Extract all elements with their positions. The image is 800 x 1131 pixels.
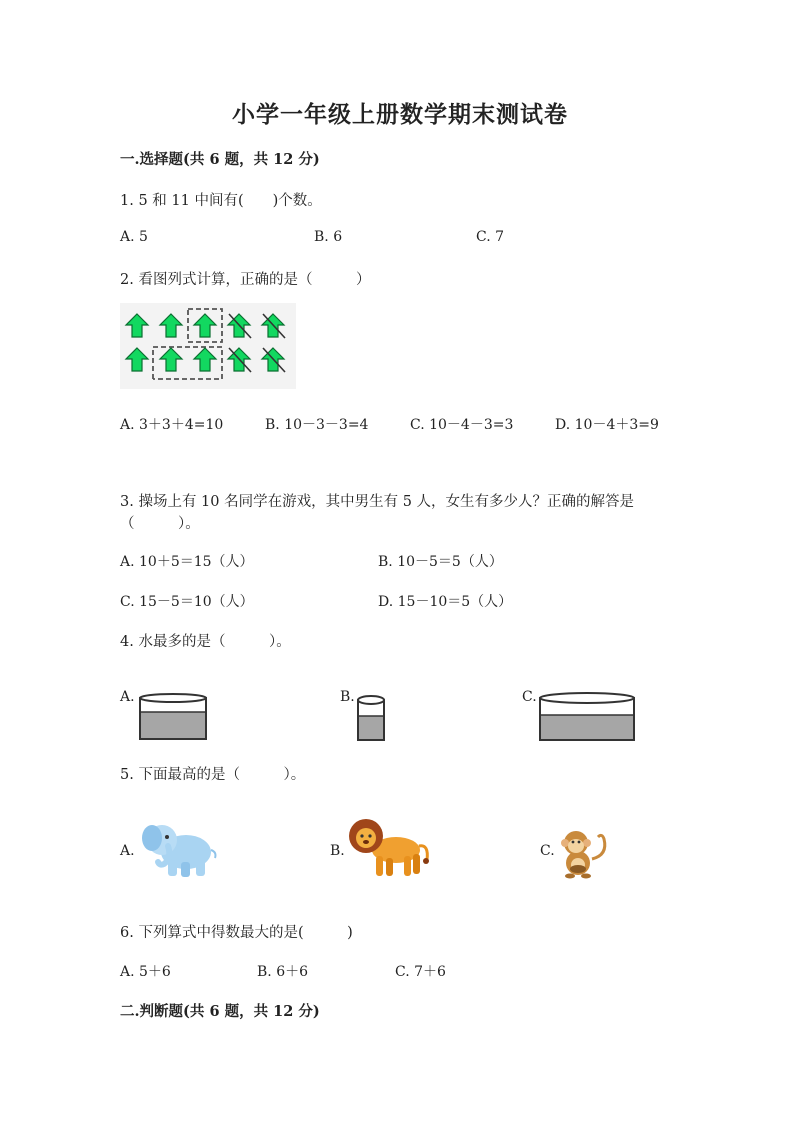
q5-option-c: C. bbox=[540, 843, 555, 859]
q4-option-a: A. bbox=[120, 689, 135, 705]
basin-container-icon bbox=[538, 691, 636, 743]
section-heading-judgement: 二.判断题(共 6 题，共 12 分) bbox=[120, 1003, 320, 1020]
elephant-icon bbox=[138, 818, 218, 880]
q3-option-d: D. 15－10＝5（人） bbox=[378, 594, 513, 610]
arrow-grid-figure bbox=[120, 303, 296, 389]
q3-option-a: A. 10＋5＝15（人） bbox=[120, 554, 254, 570]
wide-container-icon bbox=[138, 692, 208, 742]
question-1: 1. 5 和 11 中间有( )个数。 bbox=[120, 193, 322, 209]
q2-option-c: C. 10－4－3=3 bbox=[410, 417, 514, 433]
q1-option-a: A. 5 bbox=[120, 229, 148, 245]
question-6: 6. 下列算式中得数最大的是( ) bbox=[120, 925, 353, 941]
monkey-icon bbox=[556, 825, 610, 879]
q2-option-a: A. 3＋3＋4=10 bbox=[120, 417, 224, 433]
q6-option-c: C. 7＋6 bbox=[395, 964, 446, 980]
question-4: 4. 水最多的是（ ）。 bbox=[120, 634, 291, 650]
q1-option-b: B. 6 bbox=[314, 229, 343, 245]
question-3-line1: 3. 操场上有 10 名同学在游戏，其中男生有 5 人，女生有多少人？正确的解答是 bbox=[120, 494, 635, 510]
question-3-line2: （ ）。 bbox=[120, 516, 200, 532]
q2-option-d: D. 10－4＋3=9 bbox=[555, 417, 659, 433]
section-heading-choice: 一.选择题(共 6 题，共 12 分) bbox=[120, 151, 320, 168]
q3-option-c: C. 15－5＝10（人） bbox=[120, 594, 254, 610]
q2-option-b: B. 10－3－3=4 bbox=[265, 417, 369, 433]
q5-option-a: A. bbox=[120, 843, 135, 859]
q3-option-b: B. 10－5＝5（人） bbox=[378, 554, 503, 570]
narrow-glass-icon bbox=[356, 694, 386, 742]
question-2: 2. 看图列式计算，正确的是（ ） bbox=[120, 272, 371, 288]
q1-option-c: C. 7 bbox=[476, 229, 505, 245]
q4-option-c: C. bbox=[522, 689, 537, 705]
q6-option-b: B. 6＋6 bbox=[257, 964, 309, 980]
lion-icon bbox=[346, 814, 430, 880]
question-5: 5. 下面最高的是（ ）。 bbox=[120, 767, 306, 783]
page-title: 小学一年级上册数学期末测试卷 bbox=[232, 101, 568, 128]
q5-option-b: B. bbox=[330, 843, 345, 859]
q6-option-a: A. 5＋6 bbox=[120, 964, 171, 980]
q4-option-b: B. bbox=[340, 689, 355, 705]
